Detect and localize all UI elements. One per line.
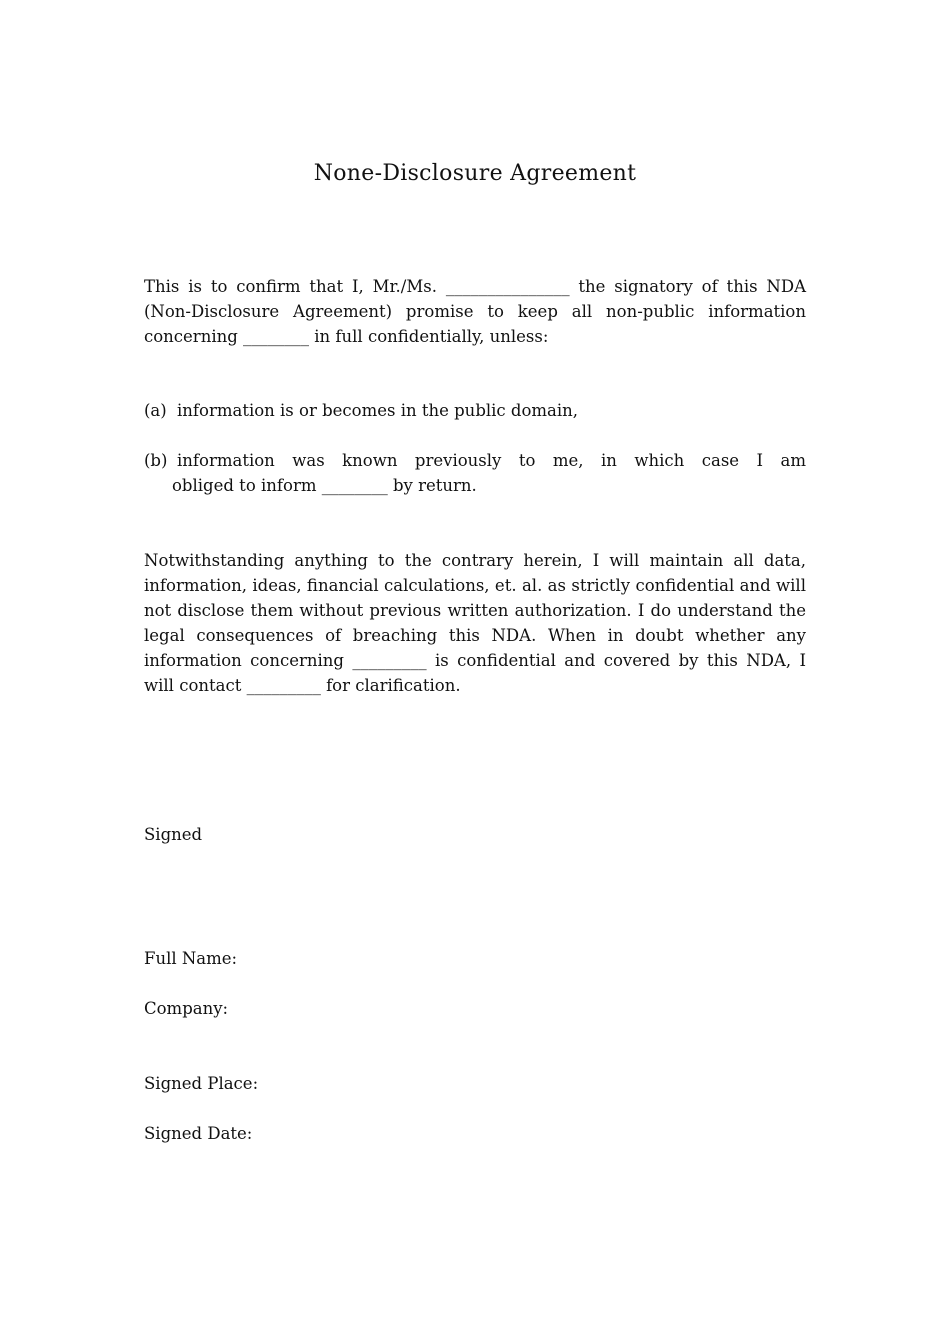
condition-text-b-line1: information was known previously to me, in which case I am	[177, 451, 806, 470]
condition-item-b	[144, 448, 806, 498]
condition-marker-b: (b)	[144, 451, 168, 470]
signed-place-label: Signed Place:	[144, 1074, 259, 1093]
signed-date-label: Signed Date:	[144, 1124, 253, 1143]
condition-item-a	[144, 398, 806, 423]
intro-paragraph: This is to confirm that I, Mr./Ms. _______________ the signatory of this NDA (Non-Disclosure Agreement) promise to keep all non-public information concerning ________ in full confidentially, unless:	[144, 277, 806, 346]
company-label: Company:	[144, 999, 229, 1018]
signed-label: Signed	[144, 825, 203, 844]
condition-marker-a: (a)	[144, 401, 167, 420]
body-paragraph: Notwithstanding anything to the contrary herein, I will maintain all data, information, ideas, financial calculations, et. al. as strictly confidential and will not disclose them without previous written authorization. I do understand the legal consequences of breaching this NDA. When in doubt whether any information concerning _________ is confidential and covered by this NDA, I will contact _________ for clarification.	[144, 551, 806, 695]
condition-text-b-line2: obliged to inform ________ by return.	[172, 476, 477, 495]
condition-text-a: information is or becomes in the public domain,	[177, 401, 579, 420]
full-name-label: Full Name:	[144, 949, 238, 968]
document-title: None-Disclosure Agreement	[313, 161, 637, 186]
condition-line1-b	[144, 448, 806, 473]
